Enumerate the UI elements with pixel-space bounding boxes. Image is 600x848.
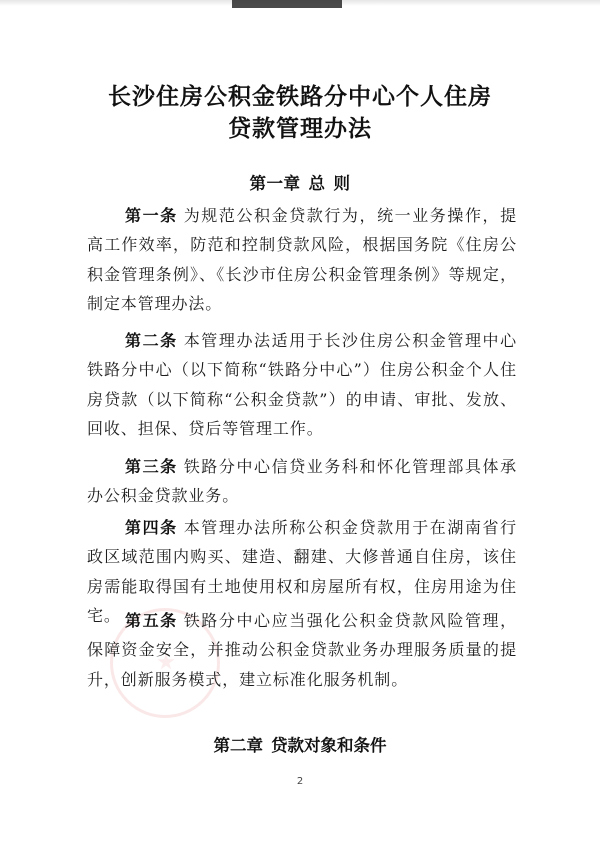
article-1-label: 第一条 [125,206,178,225]
chapter-2-heading [0,734,600,758]
article-1 [87,201,517,318]
article-4-text: 本管理办法所称公积金贷款用于在湖南省行政区域范围内购买、建造、翻建、大修普通自住房，该住房需能取得国有土地使用权和房屋所有权，住房用途为住宅。 [87,518,517,625]
page-number: 2 [296,776,304,787]
article-5-label: 第五条 [125,611,178,630]
article-3-text: 铁路分中心信贷业务科和怀化管理部具体承办公积金贷款业务。 [87,457,517,506]
article-5-text: 铁路分中心应当强化公积金贷款风险管理，保障资金安全，并推动公积金贷款业务办理服务质量的提升，创新服务模式，建立标准化服务机制。 [87,611,517,689]
article-1-text: 为规范公积金贷款行为，统一业务操作，提高工作效率，防范和控制贷款风险，根据国务院《住房公积金管理条例》、《长沙市住房公积金管理条例》等规定，制定本管理办法。 [87,206,517,313]
article-4-label: 第四条 [125,518,178,537]
chapter-1-heading [0,172,600,196]
chapter-2-label: 第二章 [213,736,263,755]
document-title-line-1: 长沙住房公积金铁路分中心个人住房 [108,84,492,110]
article-5 [87,606,517,694]
scan-binding-mark [232,0,342,8]
chapter-2-title: 贷款对象和条件 [271,736,387,755]
article-3 [87,452,517,511]
chapter-1-title-char-1: 总 [308,174,326,193]
article-2 [87,326,517,443]
article-2-text: 本管理办法适用于长沙住房公积金管理中心铁路分中心（以下简称“铁路分中心”）住房公积金个人住房贷款（以下简称“公积金贷款”）的申请、审批、发放、回收、担保、贷后等管理工作。 [87,331,517,438]
chapter-1-label: 第一章 [249,174,301,193]
chapter-1-title-char-2: 则 [333,174,351,193]
article-2-label: 第二条 [125,331,178,350]
document-title-line-2: 贷款管理办法 [228,116,372,142]
article-3-label: 第三条 [125,457,178,476]
